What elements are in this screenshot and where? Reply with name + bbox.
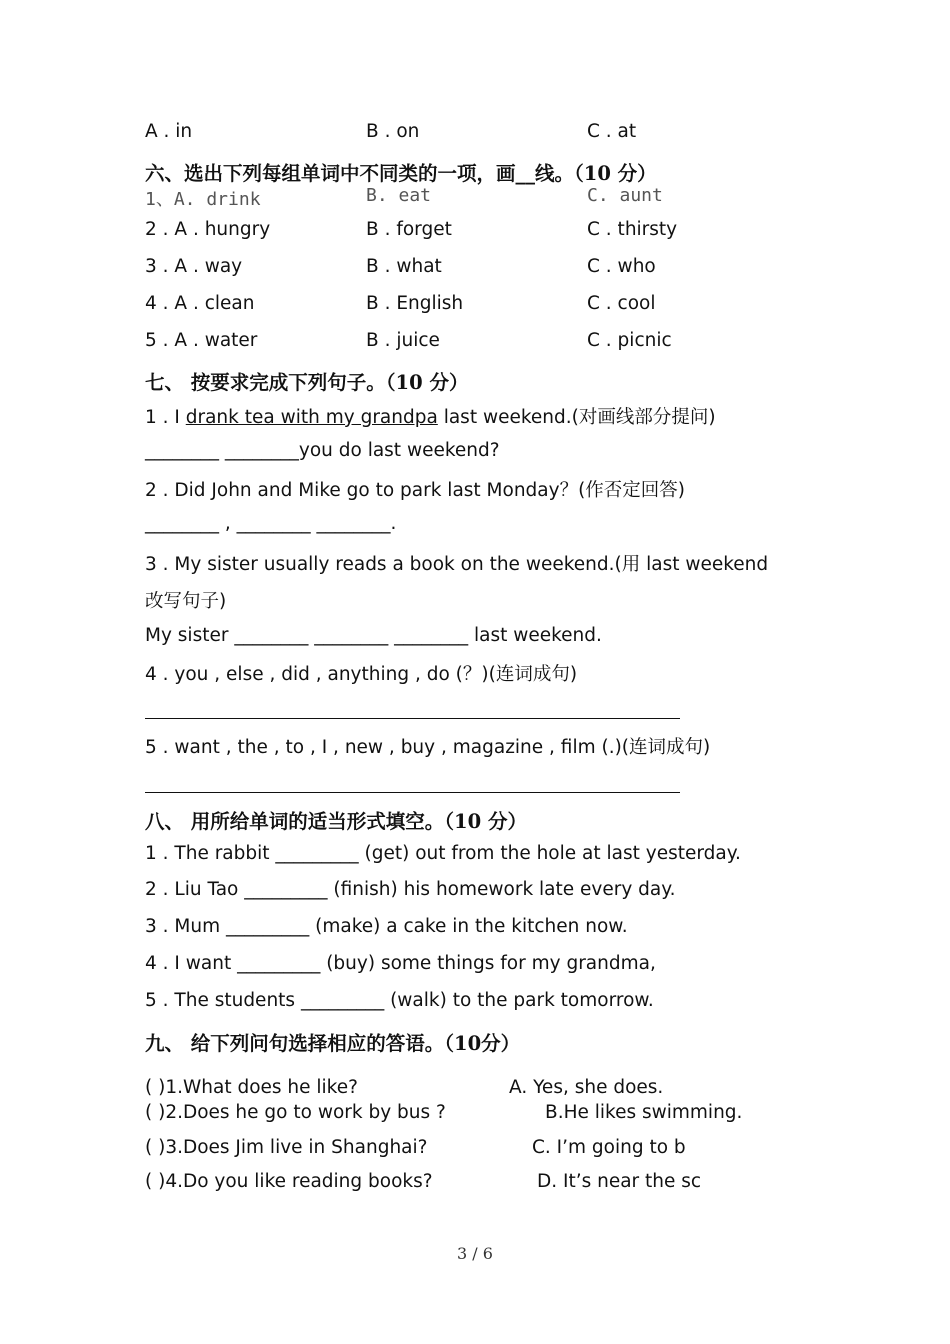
- s9-question-4: ( )4.Do you like reading books?: [145, 1171, 433, 1192]
- option-c: C . at: [587, 121, 637, 142]
- section-7-title: 七、 按要求完成下列句子。（10 分）: [145, 371, 469, 394]
- s6-row1-b: B. eat: [366, 185, 432, 206]
- s7-q5-answer-rule: [145, 792, 680, 793]
- s7-q1-pre: 1 . I: [145, 407, 186, 428]
- section-8-title: 八、 用所给单词的适当形式填空。（10 分）: [145, 810, 527, 833]
- s8-item-3: 3 . Mum _________ (make) a cake in the kitchen now.: [145, 916, 628, 937]
- s6-row5-c: C . picnic: [587, 330, 672, 351]
- s7-q3-cont: 改写句子): [145, 591, 227, 612]
- s6-row2-a: 2 . A . hungry: [145, 219, 271, 240]
- s6-row5-b: B . juice: [366, 330, 440, 351]
- s7-q5: 5 . want , the , to , I , new , buy , magazine , film (.)(连词成句): [145, 737, 711, 758]
- s9-answer-c: C. I’m going to b: [532, 1137, 686, 1158]
- s9-answer-b: B.He likes swimming.: [545, 1102, 743, 1123]
- s7-q3: 3 . My sister usually reads a book on the weekend.(用 last weekend: [145, 554, 769, 575]
- s9-question-3: ( )3.Does Jim live in Shanghai?: [145, 1137, 428, 1158]
- s7-q1-post: last weekend.(对画线部分提问): [437, 407, 716, 428]
- s7-q4-answer-rule: [145, 718, 680, 719]
- section-9-title: 九、 给下列问句选择相应的答语。（10分）: [145, 1032, 521, 1055]
- s7-q1-answer-line: ________ ________you do last weekend?: [145, 440, 500, 461]
- section-6-title: 六、选出下列每组单词中不同类的一项，画__线。（10 分）: [145, 162, 657, 185]
- s8-item-1: 1 . The rabbit _________ (get) out from the hole at last yesterday.: [145, 843, 741, 864]
- s8-item-2: 2 . Liu Tao _________ (finish) his homework late every day.: [145, 879, 676, 900]
- s6-row1-a: 1、A. drink: [145, 189, 261, 210]
- s9-question-2: ( )2.Does he go to work by bus ?: [145, 1102, 446, 1123]
- s8-item-5: 5 . The students _________ (walk) to the park tomorrow.: [145, 990, 654, 1011]
- s6-row3-b: B . what: [366, 256, 442, 277]
- s6-row4-c: C . cool: [587, 293, 656, 314]
- s6-row4-a: 4 . A . clean: [145, 293, 255, 314]
- page-number: 3 / 6: [457, 1244, 493, 1263]
- s7-q2: 2 . Did John and Mike go to park last Monday？(作否定回答): [145, 480, 686, 501]
- s6-row5-a: 5 . A . water: [145, 330, 258, 351]
- s7-q2-answer-line: ________ , ________ ________.: [145, 513, 397, 534]
- s7-q1-underlined: drank tea with my grandpa: [185, 407, 438, 428]
- s6-row2-b: B . forget: [366, 219, 452, 240]
- s6-row1-c: C. aunt: [587, 185, 663, 206]
- s8-item-4: 4 . I want _________ (buy) some things for my grandma,: [145, 953, 656, 974]
- s6-row3-a: 3 . A . way: [145, 256, 243, 277]
- option-b: B . on: [366, 121, 420, 142]
- s7-q4: 4 . you , else , did , anything , do (？)(连词成句): [145, 664, 578, 685]
- s9-answer-a: A. Yes, she does.: [509, 1077, 664, 1098]
- s9-answer-d: D. It’s near the sc: [537, 1171, 702, 1192]
- option-a: A . in: [145, 121, 193, 142]
- s6-row4-b: B . English: [366, 293, 464, 314]
- s7-q1: [145, 403, 716, 429]
- s6-row3-c: C . who: [587, 256, 656, 277]
- s9-question-1: ( )1.What does he like?: [145, 1077, 358, 1098]
- s7-q3-answer-line: My sister ________ ________ ________ last weekend.: [145, 625, 602, 646]
- s6-row2-c: C . thirsty: [587, 219, 678, 240]
